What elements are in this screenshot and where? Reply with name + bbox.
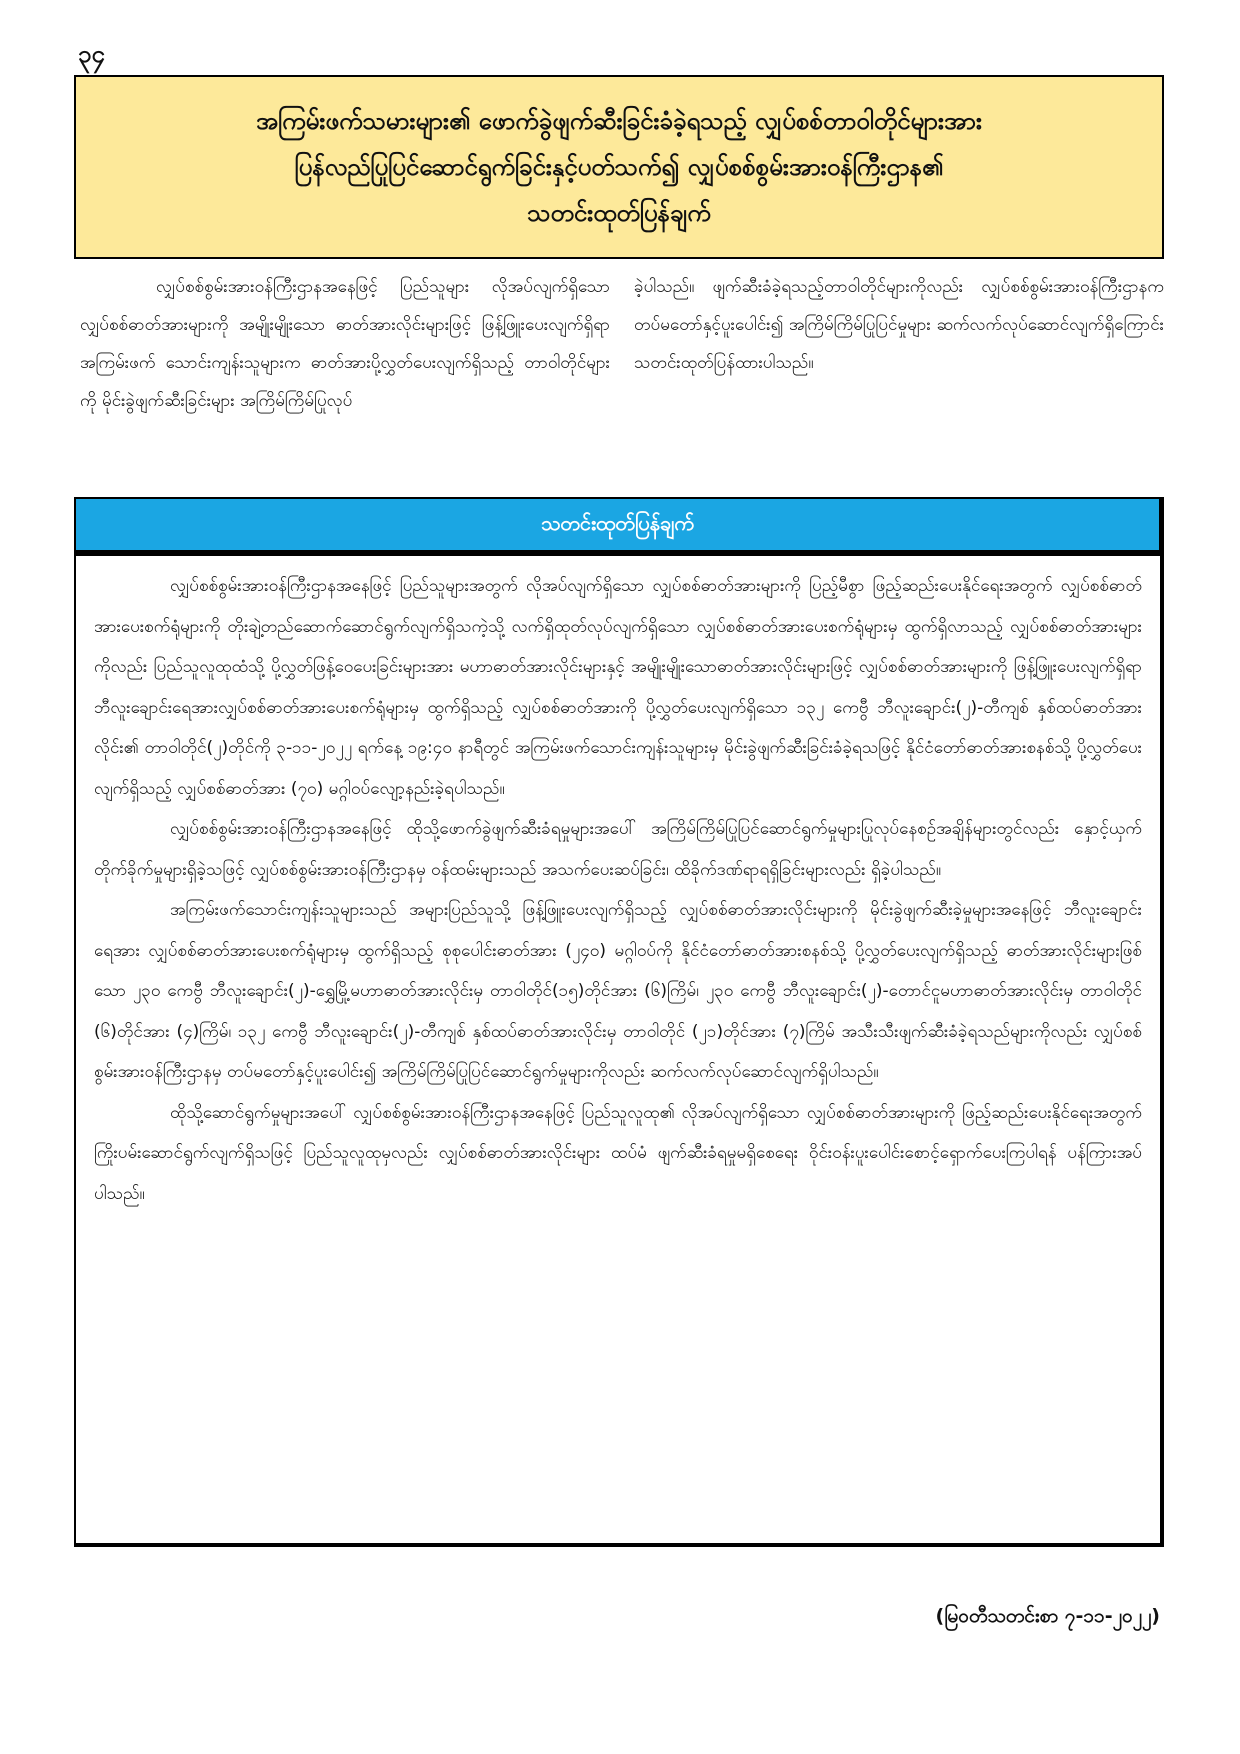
- title-line-2: ပြန်လည်ပြုပြင်ဆောင်ရွက်ခြင်းနှင့်ပတ်သက်၍ လျှပ်စစ်စွမ်းအားဝန်ကြီးဌာန၏: [294, 153, 944, 181]
- section-header: [74, 497, 1164, 554]
- body-paragraph-2: လျှပ်စစ်စွမ်းအားဝန်ကြီးဌာနအနေဖြင့် ထိုသို့ဖောက်ခွဲဖျက်ဆီးခံရမှုများအပေါ် အကြိမ်ကြိမ်ပြုပြင်ဆောင်ရွက်မှုများပြုလုပ်နေစဉ်အချိန်များတွင်လည်း နှောင့်ယှက်တိုက်ခိုက်မှုများရှိခဲ့သဖြင့် လျှပ်စစ်စွမ်းအားဝန်ကြီးဌာနမှ ဝန်ထမ်းများသည် အသက်ပေးဆပ်ခြင်း၊ ထိခိုက်ဒဏ်ရာရရှိခြင်းများလည်း ရှိခဲ့ပါသည်။: [94, 819, 1142, 880]
- body-paragraph-3: အကြမ်းဖက်သောင်းကျန်းသူများသည် အများပြည်သူသို့ ဖြန့်ဖြူးပေးလျက်ရှိသည့် လျှပ်စစ်ဓာတ်အားလိုင်းများကို မိုင်းခွဲဖျက်ဆီးခဲ့မှုများအနေဖြင့် ဘီလူးချောင်းရေအား လျှပ်စစ်ဓာတ်အားပေးစက်ရုံများမှ ထွက်ရှိသည့် စုစုပေါင်းဓာတ်အား (၂၄၀) မဂ္ဂါဝပ်ကို နိုင်ငံတော်ဓာတ်အားစနစ်သို့ ပို့လွှတ်ပေးလျက်ရှိသည့် ဓာတ်အားလိုင်းများဖြစ်သော ၂၃၀ ကေဗွီ ဘီလူးချောင်း(၂)-ရွှေမြို့မဟာဓာတ်အားလိုင်းမှ တာဝါတိုင်(၁၅)တိုင်အား (၆)ကြိမ်၊ ၂၃၀ ကေဗွီ ဘီလူးချောင်း(၂)-တောင်ငူမဟာဓာတ်အားလိုင်းမှ တာဝါတိုင် (၆)တိုင်အား (၄)ကြိမ်၊ ၁၃၂ ကေဗွီ ဘီလူးချောင်း(၂)-တီကျစ် နှစ်ထပ်ဓာတ်အားလိုင်းမှ တာဝါတိုင် (၂၁)တိုင်အား (၇)ကြိမ် အသီးသီးဖျက်ဆီးခံခဲ့ရသည်များကိုလည်း လျှပ်စစ်စွမ်းအားဝန်ကြီးဌာနမှ တပ်မတော်နှင့်ပူးပေါင်း၍ အကြိမ်ကြိမ်ပြုပြင်ဆောင်ရွက်မှုများကိုလည်း ဆက်လက်လုပ်ဆောင်လျက်ရှိပါသည်။: [94, 900, 1142, 1082]
- source-citation: (မြဝတီသတင်းစာ ၇-၁၁-၂၀၂၂): [935, 1605, 1160, 1627]
- title-line-1: အကြမ်းဖက်သမားများ၏ ဖောက်ခွဲဖျက်ဆီးခြင်းခံခဲ့ရသည့် လျှပ်စစ်တာဝါတိုင်များအား: [256, 107, 982, 135]
- body-paragraph-1: လျှပ်စစ်စွမ်းအားဝန်ကြီးဌာနအနေဖြင့် ပြည်သူများအတွက် လိုအပ်လျက်ရှိသော လျှပ်စစ်ဓာတ်အားများကို ပြည့်မီစွာ ဖြည့်ဆည်းပေးနိုင်ရေးအတွက် လျှပ်စစ်ဓာတ်အားပေးစက်ရုံများကို တိုးချဲ့တည်ဆောက်ဆောင်ရွက်လျက်ရှိသကဲ့သို့ လက်ရှိထုတ်လုပ်လျက်ရှိသော လျှပ်စစ်ဓာတ်အားပေးစက်ရုံများမှ ထွက်ရှိလာသည့် လျှပ်စစ်ဓာတ်အားများကိုလည်း ပြည်သူလူထုထံသို့ ပို့လွှတ်ဖြန့်ဝေပေးခြင်းများအား မဟာဓာတ်အားလိုင်းများနှင့် အမျိုးမျိုးသောဓာတ်အားလိုင်းများဖြင့် လျှပ်စစ်ဓာတ်အားများကို ဖြန့်ဖြူးပေးလျက်ရှိရာ ဘီလူးချောင်းရေအားလျှပ်စစ်ဓာတ်အားပေးစက်ရုံများမှ ထွက်ရှိသည့် လျှပ်စစ်ဓာတ်အားကို ပို့လွှတ်ပေးလျက်ရှိသော ၁၃၂ ကေဗွီ ဘီလူးချောင်း(၂)-တီကျစ် နှစ်ထပ်ဓာတ်အားလိုင်း၏ တာဝါတိုင်(၂)တိုင်ကို ၃-၁၁-၂၀၂၂ ရက်နေ့ ၁၉:၄၀ နာရီတွင် အကြမ်းဖက်သောင်းကျန်းသူများမှ မိုင်းခွဲဖျက်ဆီးခြင်းခံခဲ့ရသဖြင့် နိုင်ငံတော်ဓာတ်အားစနစ်သို့ ပို့လွှတ်ပေးလျက်ရှိသည့် လျှပ်စစ်ဓာတ်အား (၇၀) မဂ္ဂါဝပ်လျော့နည်းခဲ့ရပါသည်။: [94, 576, 1142, 799]
- intro-right-column: ခဲ့ပါသည်။ ဖျက်ဆီးခံခဲ့ရသည့်တာဝါတိုင်များကိုလည်း လျှပ်စစ်စွမ်းအားဝန်ကြီးဌာနက တပ်မတော်နှင့်ပူးပေါင်း၍ အကြိမ်ကြိမ်ပြုပြင်မှုများ ဆက်လက်လုပ်ဆောင်လျက်ရှိကြောင်း သတင်းထုတ်ပြန်ထားပါသည်။: [634, 277, 1164, 373]
- title-box: [74, 75, 1164, 259]
- page-number: ၃၄: [78, 40, 105, 68]
- intro-left-column: လျှပ်စစ်စွမ်းအားဝန်ကြီးဌာနအနေဖြင့် ပြည်သူများ လိုအပ်လျက်ရှိသော လျှပ်စစ်ဓာတ်အားများကို အမျိုးမျိုးသော ဓာတ်အားလိုင်းများဖြင့် ဖြန့်ဖြူးပေးလျက်ရှိရာ အကြမ်းဖက် သောင်းကျန်းသူများက ဓာတ်အားပို့လွှတ်ပေးလျက်ရှိသည့် တာဝါတိုင်များကို မိုင်းခွဲဖျက်ဆီးခြင်းများ အကြိမ်ကြိမ်ပြုလုပ်: [80, 277, 610, 411]
- statement-body: [74, 554, 1164, 1547]
- section-header-label: သတင်းထုတ်ပြန်ချက်: [541, 510, 694, 535]
- body-paragraph-4: ထိုသို့ဆောင်ရွက်မှုများအပေါ် လျှပ်စစ်စွမ်းအားဝန်ကြီးဌာနအနေဖြင့် ပြည်သူလူထု၏ လိုအပ်လျက်ရှိသော လျှပ်စစ်ဓာတ်အားများကို ဖြည့်ဆည်းပေးနိုင်ရေးအတွက် ကြိုးပမ်းဆောင်ရွက်လျက်ရှိသဖြင့် ပြည်သူလူထုမှလည်း လျှပ်စစ်ဓာတ်အားလိုင်းများ ထပ်မံ ဖျက်ဆီးခံရမှုမရှိစေရေး ဝိုင်းဝန်းပူးပေါင်းစောင့်ရှောက်ပေးကြပါရန် ပန်ကြားအပ်ပါသည်။: [94, 1102, 1142, 1204]
- intro-columns: [80, 268, 1164, 490]
- title-line-3: သတင်းထုတ်ပြန်ချက်: [527, 199, 711, 227]
